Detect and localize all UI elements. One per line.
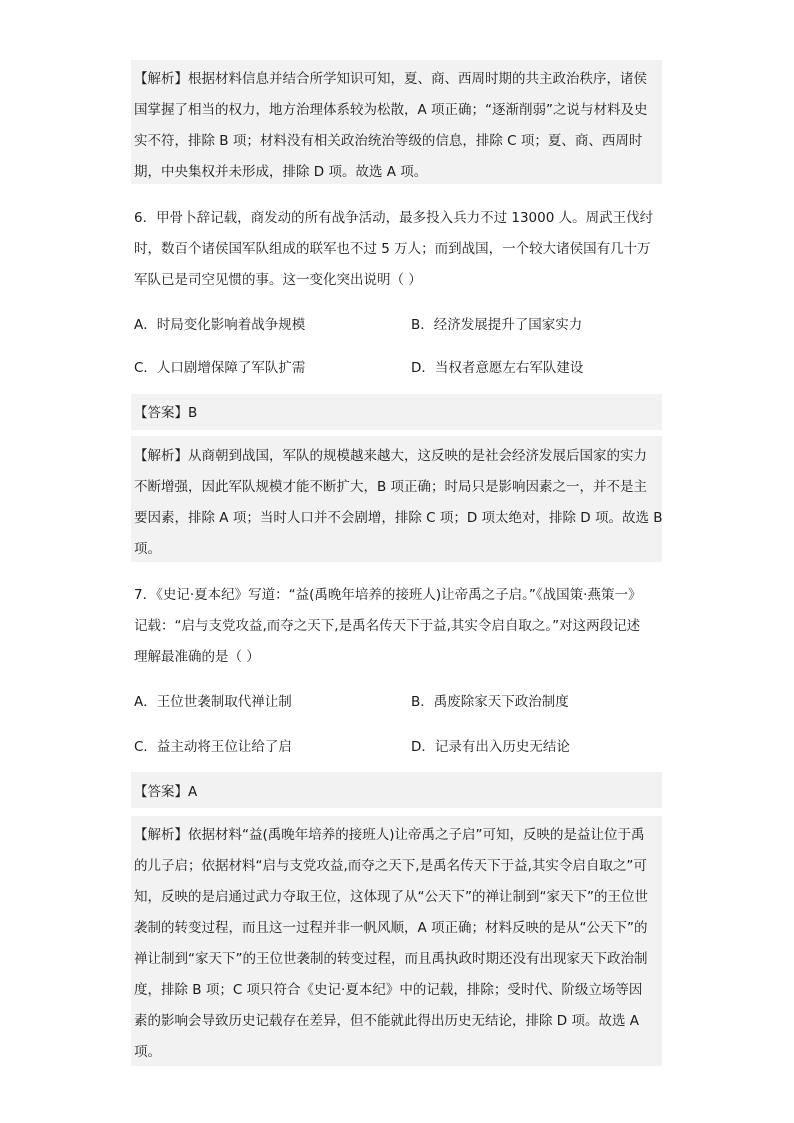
q6-answer: 【答案】B: [134, 405, 198, 421]
q6-option-a: A．时局变化影响着战争规模: [134, 317, 306, 333]
q7-stem-line: 7．《史记·夏本纪》写道：“益(禹晚年培养的接班人)让帝禹之子启。”《战国策·燕策一》: [134, 587, 642, 603]
q6-stem-line: 时，数百个诸侯国军队组成的联军也不过 5 万人；而到战国，一个较大诸侯国有几十万: [134, 241, 651, 257]
q5-analysis-line: 【解析】根据材料信息并结合所学知识可知，夏、商、西周时期的共主政治秩序，诸侯: [134, 71, 647, 87]
q7-answer-box: [131, 772, 662, 808]
q7-option-a: A．王位世袭制取代禅让制: [134, 694, 292, 710]
q6-option-d: D．当权者意愿左右军队建设: [411, 360, 584, 376]
q7-analysis-line: 的儿子启；依据材料“启与支党攻益,而夺之天下,是禹名传天下于益,其实令启自取之”可: [134, 858, 647, 874]
q7-analysis-line: 袭制的转变过程，而且这一过程并非一帆风顺，A 项正确；材料反映的是从“公天下”的: [134, 920, 648, 936]
q6-option-c: C．人口剧增保障了军队扩需: [134, 360, 306, 376]
q7-analysis-line: 度，排除 B 项；C 项只符合《史记·夏本纪》中的记载，排除；受时代、阶级立场等因: [134, 982, 643, 998]
q6-analysis-line: 要因素，排除 A 项；当时人口并不会剧增，排除 C 项；D 项太绝对，排除 D 项。故选 B: [134, 510, 663, 526]
q6-analysis-line: 不断增强，因此军队规模才能不断扩大，B 项正确；时局只是影响因素之一，并不是主: [134, 479, 648, 495]
q5-analysis-line: 国掌握了相当的权力，地方治理体系较为松散，A 项正确；“逐渐削弱”之说与材料及史: [134, 102, 648, 118]
q7-option-d: D．记录有出入历史无结论: [411, 739, 570, 755]
q7-analysis-line: 素的影响会导致历史记载存在差异，但不能就此得出历史无结论，排除 D 项。故选 A: [134, 1013, 640, 1029]
q7-option-c: C．益主动将王位让给了启: [134, 739, 292, 755]
q7-analysis-line: 禅让制到“家天下”的王位世袭制的转变过程，而且禹执政时期还没有出现家天下政治制: [134, 951, 648, 967]
q6-option-b: B．经济发展提升了国家实力: [411, 317, 583, 333]
q6-stem-line: 军队已是司空见惯的事。这一变化突出说明（ ）: [134, 272, 422, 288]
q7-stem-line: 理解最准确的是（ ）: [134, 649, 260, 665]
q7-stem-line: 记载：“启与支党攻益,而夺之天下,是禹名传天下于益,其实令启自取之。”对这两段记述: [134, 618, 641, 634]
q6-analysis-line: 项。: [134, 541, 161, 557]
q7-analysis-line: 【解析】依据材料“益(禹晚年培养的接班人)让帝禹之子启”可知，反映的是益让位于禹: [134, 827, 645, 843]
q7-analysis-line: 知，反映的是启通过武力夺取王位，这体现了从“公天下”的禅让制到“家天下”的王位世: [134, 889, 648, 905]
q6-answer-box: [131, 394, 662, 430]
q6-stem-line: 6．甲骨卜辞记载，商发动的所有战争活动，最多投入兵力不过 13000 人。周武王伐纣: [134, 210, 654, 226]
q5-analysis-line: 期，中央集权并未形成，排除 D 项。故选 A 项。: [134, 164, 428, 180]
q7-analysis-line: 项。: [134, 1044, 161, 1060]
q6-analysis-line: 【解析】从商朝到战国，军队的规模越来越大，这反映的是社会经济发展后国家的实力: [134, 448, 647, 464]
q5-analysis-line: 实不符，排除 B 项；材料没有相关政治统治等级的信息，排除 C 项；夏、商、西周时: [134, 133, 643, 149]
q7-option-b: B．禹废除家天下政治制度: [411, 694, 569, 710]
q7-answer: 【答案】A: [134, 784, 198, 800]
